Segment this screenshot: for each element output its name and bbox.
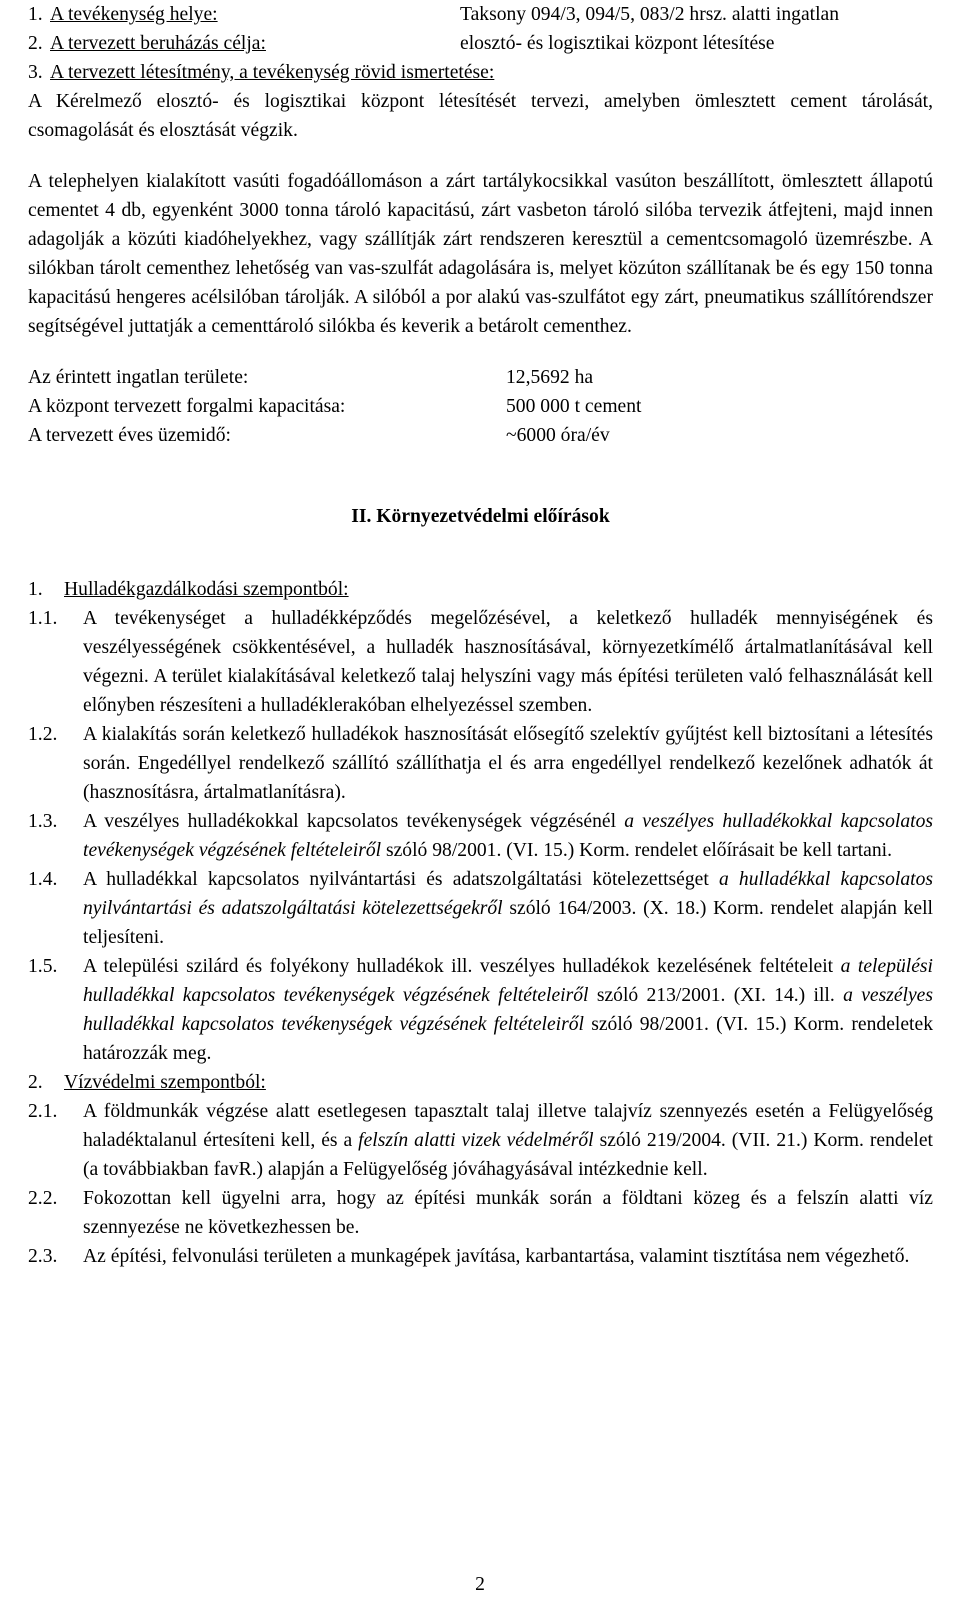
list-item — [28, 1184, 933, 1242]
list-item — [28, 1242, 933, 1271]
list-item — [28, 952, 933, 1068]
list-item — [28, 865, 933, 952]
item-number: 2.1. — [28, 1101, 58, 1122]
text-run: szóló 219/2004. (VII. 21.) Korm. rendelet (a továbbiakban favR.) alapján a Felügyelőség jóváhagyásával intézkednie kell. — [83, 1130, 933, 1180]
key-value-row — [28, 392, 933, 421]
item-number: 1.4. — [28, 869, 58, 890]
text-run: A földmunkák végzése alatt esetlegesen tapasztalt talaj illetve talajvíz szennyezés esetén a Felügyelőség haladéktalanul értesíteni kell, és a — [83, 1101, 933, 1151]
key-label: A központ tervezett forgalmi kapacitása: — [28, 396, 346, 417]
key-value-row — [28, 363, 933, 392]
list-item — [28, 807, 933, 865]
key-value: 500 000 t cement — [506, 396, 642, 417]
list-item — [28, 720, 933, 807]
list-item — [28, 1097, 933, 1184]
list-item — [28, 604, 933, 720]
section-number: 2. — [28, 1072, 43, 1093]
section-title: Vízvédelmi szempontból: — [64, 1072, 266, 1093]
item-number: 1. — [28, 4, 43, 25]
key-values — [28, 363, 933, 450]
header-item-2 — [28, 29, 933, 58]
section-number: 1. — [28, 579, 43, 600]
text-run: A kialakítás során keletkező hulladékok hasznosítását elősegítő szelektív gyűjtést kell biztosítani a létesítés során. Engedéllyel rendelkező szállító szállíthatja el és arra engedéllyel rendelkező kezelőnek adhatók át (hasznosításra, ártalmatlanításra). — [83, 724, 933, 803]
item-number: 2. — [28, 33, 43, 54]
item-3-text: A Kérelmező elosztó- és logisztikai központ létesítését tervezi, amelyben ömlesztett cement tárolását, csomagolását és elosztását végzik. — [28, 91, 933, 141]
italic-reference: a veszélyes hulladékokkal kapcsolatos tevékenységek végzésének feltételeiről — [83, 811, 933, 861]
italic-reference: a veszélyes hulladékkal kapcsolatos tevékenységek végzésének feltételeiről — [83, 985, 934, 1035]
text-run: szóló 98/2001. (VI. 15.) Korm. rendelet előírásait be kell tartani. — [381, 840, 892, 861]
item-number: 2.3. — [28, 1246, 58, 1267]
text-run: A hulladékkal kapcsolatos nyilvántartási és adatszolgáltatási kötelezettséget — [83, 869, 719, 890]
item-text — [83, 807, 933, 865]
text-run: szóló 213/2001. (XI. 14.) ill. — [588, 985, 844, 1006]
text-run: Fokozottan kell ügyelni arra, hogy az építési munkák során a földtani közeg és a felszín alatti víz szennyezése ne következhessen be. — [83, 1188, 933, 1238]
sections-container — [28, 575, 933, 1271]
item-value: Taksony 094/3, 094/5, 083/2 hrsz. alatti ingatlan — [460, 4, 840, 25]
header-item-3 — [28, 58, 933, 87]
item-text — [83, 604, 933, 720]
item-number: 1.5. — [28, 956, 58, 977]
header-item-1 — [28, 0, 933, 29]
key-label: Az érintett ingatlan területe: — [28, 367, 249, 388]
item-text — [83, 1242, 933, 1271]
key-value: 12,5692 ha — [506, 367, 594, 388]
italic-reference: a hulladékkal kapcsolatos nyilvántartási és adatszolgáltatási kötelezettségekről — [83, 869, 934, 919]
text-run: A települési szilárd és folyékony hulladékok ill. veszélyes hulladékok kezelésének feltételeit — [83, 956, 841, 977]
section-title-row — [28, 1068, 933, 1097]
key-label: A tervezett éves üzemidő: — [28, 425, 231, 446]
section-title-row — [28, 575, 933, 604]
section-title: Hulladékgazdálkodási szempontból: — [64, 579, 349, 600]
key-value-row — [28, 421, 933, 450]
spacer — [28, 145, 933, 167]
item-text — [83, 1097, 933, 1184]
item-number: 1.1. — [28, 608, 58, 629]
text-run: szóló 98/2001. (VI. 15.) Korm. rendeletek határozzák meg. — [83, 1014, 933, 1064]
section-heading: II. Környezetvédelmi előírások — [351, 506, 610, 527]
key-value: ~6000 óra/év — [506, 425, 610, 446]
item-number: 2.2. — [28, 1188, 58, 1209]
text-run: Az építési, felvonulási területen a munkagépek javítása, karbantartása, valamint tisztítása nem végezhető. — [83, 1246, 910, 1267]
item-number: 3. — [28, 62, 43, 83]
document-page — [28, 0, 933, 1271]
item-text — [83, 865, 933, 952]
item-number: 1.3. — [28, 811, 58, 832]
spacer — [28, 341, 933, 363]
item-label: A tevékenység helye: — [50, 4, 218, 25]
item-text — [83, 952, 933, 1068]
page-number: 2 — [475, 1574, 485, 1595]
text-run: A veszélyes hulladékokkal kapcsolatos tevékenységek végzésénél — [83, 811, 625, 832]
text-run: A tevékenységet a hulladékképződés megelőzésével, a keletkező hulladék mennyiségének és veszélyességének csökkentésével, a hulladék hasznosításával, környezetkímélő ártalmatlanításával kell végezni. A terület kialakításával keletkező talaj helyszíni vagy más építési területen való felhasználását kell előnyben részesíteni a hulladéklerakóban elhelyezéssel szemben. — [83, 608, 933, 716]
text-run: szóló 164/2003. (X. 18.) Korm. rendelet alapján kell teljesíteni. — [83, 898, 934, 948]
item-text — [83, 1184, 933, 1242]
italic-reference: felszín alatti vizek védelméről — [358, 1130, 594, 1151]
italic-reference: a települési hulladékkal kapcsolatos tevékenységek végzésének feltételeiről — [83, 956, 933, 1006]
item-label: A tervezett létesítmény, a tevékenység rövid ismertetése: — [50, 62, 495, 83]
item-text — [83, 720, 933, 807]
item-label: A tervezett beruházás célja: — [50, 33, 266, 54]
item-value: elosztó- és logisztikai központ létesítése — [460, 33, 775, 54]
item-number: 1.2. — [28, 724, 58, 745]
description-paragraph: A telephelyen kialakított vasúti fogadóállomáson a zárt tartálykocsikkal vasúton beszállított, ömlesztett állapotú cementet 4 db, egyenként 3000 tonna tároló kapacitású, zárt vasbeton tároló silóba tervezik átfejteni, majd innen adagolják a közúti kiadóhelyekhez, vagy szállítják zárt rendszeren keresztül a cementcsomagoló üzemrészbe. A silókban tárolt cementhez lehetőség van vas-szulfát adagolására is, melyet közúton szállítanak be és egy 150 tonna kapacitású hengeres acélsilóban tárolják. A silóból a por alakú vas-szulfátot egy zárt, pneumatikus szállítórendszer segítségével juttatják a cementtároló silókba és keverik a betárolt cementhez. — [28, 171, 933, 337]
